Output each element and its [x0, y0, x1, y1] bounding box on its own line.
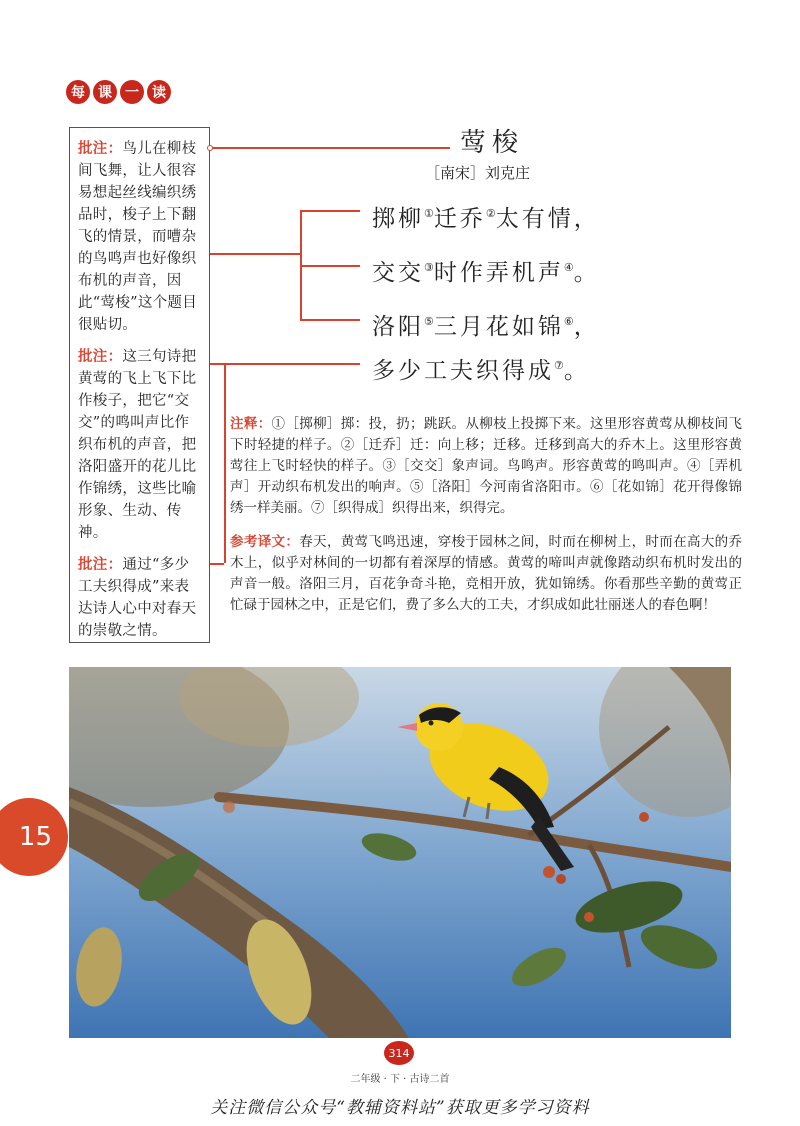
annotation-text: 通过“多少工夫织得成”来表达诗人心中对春天的崇敬之情。	[78, 557, 197, 639]
connector-line	[210, 363, 224, 365]
translation-label: 参考译文：	[230, 534, 300, 550]
poem-text: 时作弄机声	[433, 260, 564, 286]
poem-text: 迁乔	[433, 206, 486, 232]
badge-char: 课	[93, 80, 117, 104]
footnote-mark: ⑥	[563, 315, 574, 328]
lesson-badge	[66, 80, 171, 104]
poem-text: 太有情，	[495, 206, 600, 232]
connector-line	[300, 265, 360, 267]
poem-text: 交交	[372, 260, 424, 286]
footnote-mark: ⑦	[554, 359, 564, 372]
badge-char: 每	[66, 80, 90, 104]
annotation-box	[69, 127, 210, 643]
poem-line-1	[372, 200, 600, 233]
poem-text: 掷柳	[372, 206, 424, 232]
connector-line	[210, 147, 450, 149]
annotation-2	[78, 346, 203, 544]
poem-line-4	[372, 352, 590, 385]
annotation-text: 这三句诗把黄莺的飞上飞下比作梭子，把它“交交”的鸣叫声比作织布机的声音，把洛阳盛开的花儿比作锦绣，这些比喻形象、生动、传神。	[78, 349, 197, 541]
annotation-3	[78, 554, 203, 642]
connector-line	[210, 563, 224, 565]
connector-dot	[207, 145, 213, 151]
notes-paragraph	[230, 414, 742, 519]
lesson-number-badge: 15	[0, 798, 68, 876]
connector-line	[300, 319, 360, 321]
annotation-label: 批注：	[78, 348, 123, 365]
notes-text: ①［掷柳］掷：投，扔；跳跃。从柳枝上投掷下来。这里形容黄莺从柳枝间飞下时轻捷的样子。②［迁乔］迁：向上移；迁移。迁移到高大的乔木上。这里形容黄莺往上飞时轻快的样子。③［交交］象声词。鸟鸣声。形容黄莺的鸣叫声。④［弄机声］开动织布机发出的响声。⑤［洛阳］今河南省洛阳市。⑥［花如锦］花开得像锦绣一样美丽。⑦［织得成］织得出来，织得完。	[230, 416, 743, 516]
connector-line	[210, 253, 300, 255]
footer-book-info: 二年级 · 下 · 古诗二首	[350, 1074, 450, 1085]
annotation-text: 鸟儿在柳枝间飞舞，让人很容易想起丝线编织绣品时，梭子上下翻飞的情景，而嘈杂的鸟鸣声也好像织布机的声音，因此“莺梭”这个题目很贴切。	[78, 141, 198, 333]
poem-text: 。	[573, 260, 600, 286]
poem-text: ，	[573, 314, 600, 340]
translation-text: 春天，黄莺飞鸣迅速，穿梭于园林之间，时而在柳树上，时而在高大的乔木上，似乎对林间的一切都有着深厚的情感。黄莺的啼叫声就像踏动织布机时发出的声音一般。洛阳三月，百花争奇斗艳，竞相开放，犹如锦绣。你看那些辛勤的黄莺正忙碌于园林之中，正是它们，费了多么大的工夫，才织成如此壮丽迷人的春色啊！	[230, 534, 743, 613]
footnote-mark: ④	[563, 261, 574, 274]
poem-line-2	[372, 254, 600, 287]
connector-line	[224, 363, 360, 365]
footer-promo: 关注微信公众号“教辅资料站”获取更多学习资料	[210, 1098, 590, 1118]
poem-text: 三月花如锦	[433, 314, 564, 340]
footnote-mark: ⑤	[424, 315, 434, 328]
annotation-1	[78, 138, 203, 336]
page-number: 314	[384, 1041, 414, 1065]
notes-label: 注释：	[230, 416, 272, 432]
poem-text: 多少工夫织得成	[372, 358, 554, 384]
poem-text: 洛阳	[372, 314, 424, 340]
connector-line	[224, 363, 226, 563]
poem-author: ［南宋］刘克庄	[425, 164, 531, 182]
annotation-label: 批注：	[78, 140, 123, 157]
badge-char: 一	[120, 80, 144, 104]
footnote-mark: ①	[424, 207, 434, 220]
connector-line	[300, 210, 360, 212]
footnote-mark: ③	[424, 261, 434, 274]
poem-text: 。	[563, 358, 590, 384]
oriole-photo	[69, 667, 731, 1038]
annotation-label: 批注：	[78, 556, 123, 573]
translation-paragraph	[230, 532, 742, 616]
poem-line-3	[372, 308, 600, 341]
badge-char: 读	[147, 80, 171, 104]
poem-title: 莺梭	[460, 128, 525, 158]
footnote-mark: ②	[485, 207, 496, 220]
